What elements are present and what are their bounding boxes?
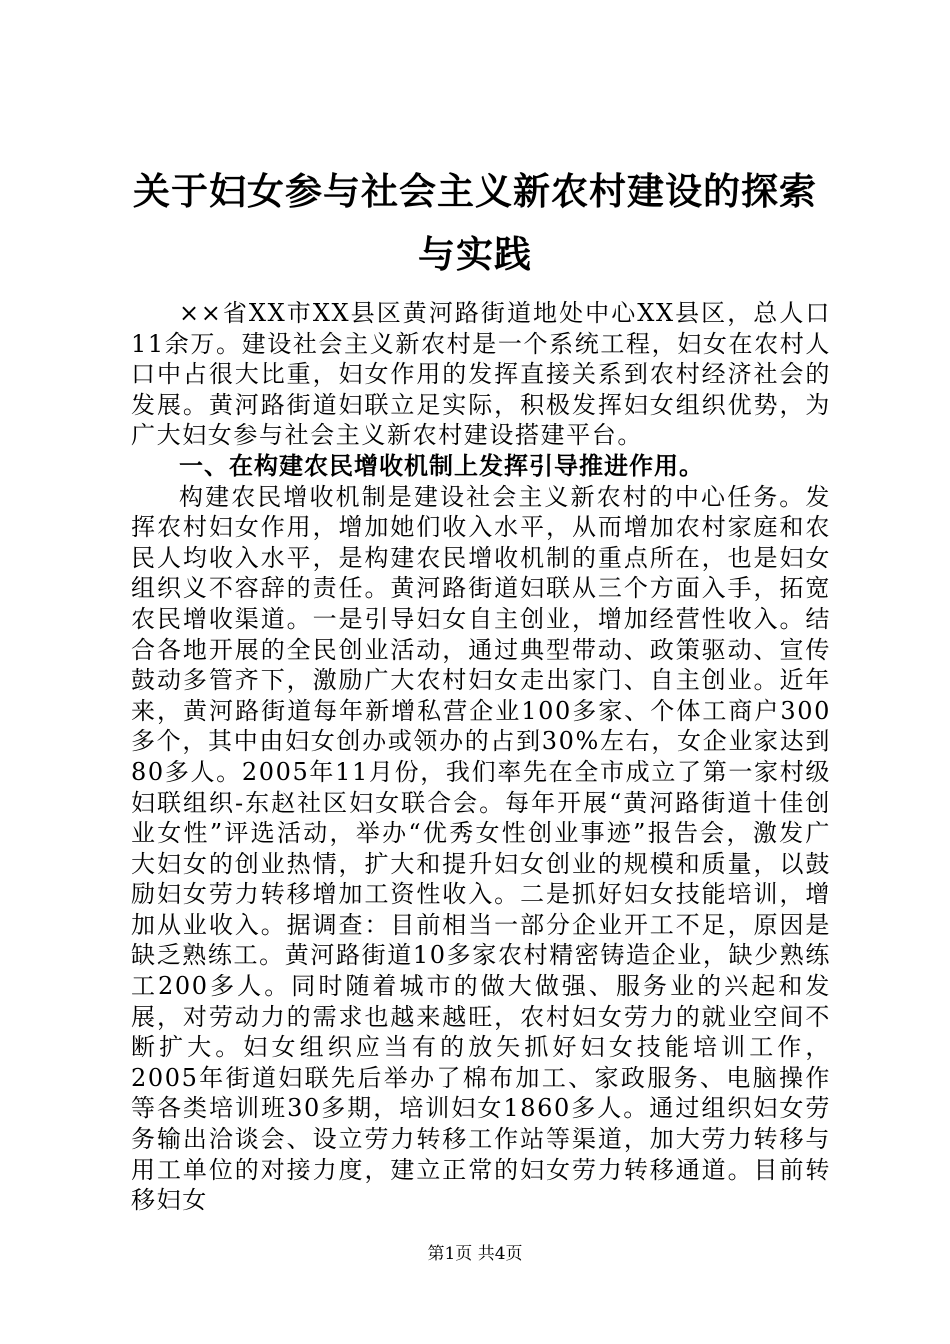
document-body — [131, 298, 831, 1216]
page-footer: 第1页 共4页 — [427, 1244, 523, 1264]
intro-paragraph: ××省XX市XX县区黄河路街道地处中心XX县区，总人口11余万。建设社会主义新农村是一个系统工程，妇女在农村人口中占很大比重，妇女作用的发挥直接关系到农村经济社会的发展。黄河路街道妇联立足实际，积极发挥妇女组织优势，为广大妇女参与社会主义新农村建设搭建平台。 — [131, 299, 831, 450]
document-title: 关于妇女参与社会主义新农村建设的探索与实践 — [133, 169, 817, 276]
section-paragraph: 构建农民增收机制是建设社会主义新农村的中心任务。发挥农村妇女作用，增加她们收入水平，从而增加农村家庭和农民人均收入水平，是构建农民增收机制的重点所在，也是妇女组织义不容辞的责任。黄河路街道妇联从三个方面入手，拓宽农民增收渠道。一是引导妇女自主创业，增加经营性收入。结合各地开展的全民创业活动，通过典型带动、政策驱动、宣传鼓动多管齐下，激励广大农村妇女走出家门、自主创业。近年来，黄河路街道每年新增私营企业100多家、个体工商户300多个，其中由妇女创办或领办的占到30%左右，女企业家达到80多人。2005年11月份，我们率先在全市成立了第一家村级妇联组织-东赵社区妇女联合会。每年开展“黄河路街道十佳创业女性”评选活动，举办“优秀女性创业事迹”报告会，激发广大妇女的创业热情，扩大和提升妇女创业的规模和质量，以鼓励妇女劳力转移增加工资性收入。二是抓好妇女技能培训，增加从业收入。据调查：目前相当一部分企业开工不足，原因是缺乏熟练工。黄河路街道10多家农村精密铸造企业，缺少熟练工200多人。同时随着城市的做大做强、服务业的兴起和发展，对劳动力的需求也越来越旺，农村妇女劳力的就业空间不断扩大。妇女组织应当有的放矢抓好妇女技能培训工作，2005年街道妇联先后举办了棉布加工、家政服务、电脑操作等各类培训班30多期，培训妇女1860多人。通过组织妇女劳务输出洽谈会、设立劳力转移工作站等渠道，加大劳力转移与用工单位的对接力度，建立正常的妇女劳力转移通道。目前转移妇女 — [131, 482, 831, 1215]
section-heading: 一、在构建农民增收机制上发挥引导推进作用。 — [179, 451, 704, 480]
